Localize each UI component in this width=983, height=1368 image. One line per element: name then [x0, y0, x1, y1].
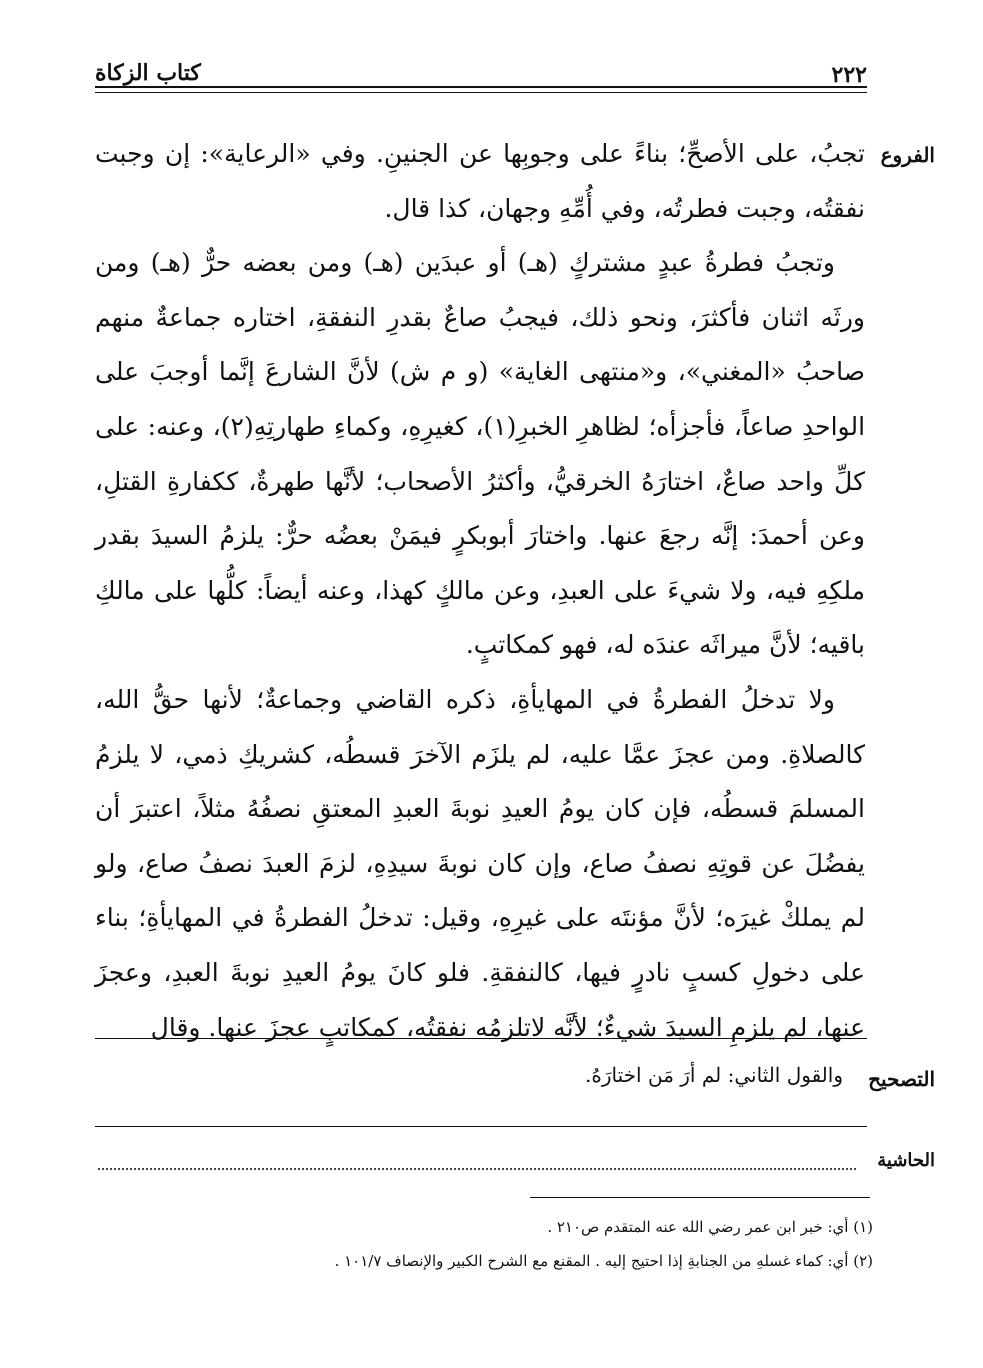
- header-rule-thin: [95, 92, 867, 93]
- tashih-divider: [95, 1126, 867, 1127]
- hashiya-margin-label: الحاشية: [877, 1150, 935, 1171]
- paragraph-2: وتجبُ فطرةُ عبدٍ مشتركٍ (هـ) أو عبدَين (هـ) ومن بعضه حرٌّ (هـ) ومن ورثَه اثنان فأكثرَ، ونحو ذلك، فيجبُ صاعٌ بقدرِ النفقةِ، اختاره جماعةٌ منهم صاحبُ «المغني»، و«منتهى الغاية» (و م ش) لأنَّ الشارعَ إنَّما أوجبَ على الواحدِ صاعاً، فأجزأه؛ لظاهرِ الخبرِ(١)، كغيرِهِ، وكماءِ طهارتِهِ(٢)، وعنه: على كلِّ واحد صاعٌ، اختارَهُ الخرقيُّ، وأكثرُ الأصحاب؛ لأنَّها طهرةٌ، ككفارةِ القتلِ، وعن أحمدَ: إنَّه رجعَ عنها. واختارَ أبوبكرٍ فيمَنْ بعضُه حرٌّ: يلزمُ السيدَ بقدر ملكِهِ فيه، ولا شيءَ على العبدِ، وعن مالكٍ كهذا، وعنه أيضاً: كلُّها على مالكِ باقيه؛ لأنَّ ميراثَه عندَه له، فهو كمكاتبٍ.: [95, 248, 866, 660]
- main-text-divider: [95, 1038, 867, 1039]
- book-title: كتاب الزكاة: [95, 60, 201, 86]
- footnote-2: (٢) أي: كماء غسلهِ من الجنابةِ إذا احتيج إليه . المقنع مع الشرح الكبير والإنصاف ١٠١/٧ .: [334, 1252, 873, 1270]
- paragraph-3: ولا تدخلُ الفطرةُ في المهايأةِ، ذكره القاضي وجماعةٌ؛ لأنها حقُّ الله، كالصلاةِ. ومن عجزَ عمَّا عليه، لم يلزَم الآخرَ قسطُه، كشريكِ ذمي، لا يلزمُ المسلمَ قسطُه، فإن كان يومُ العيدِ نوبةَ العبدِ المعتقِ نصفُهُ مثلاً، اعتبرَ أن يفضُلَ عن قوتِهِ نصفُ صاع، وإن كان نوبةَ سيدِهِ، لزمَ العبدَ نصفُ صاع، ولو لم يملكْ غيرَه؛ لأنَّ مؤنتَه على غيرِهِ، وقيل: تدخلُ الفطرةُ في المهايأةِ؛ بناء على دخولِ كسبٍ نادرٍ فيها، كالنفقةِ. فلو كانَ يومُ العيدِ نوبةَ العبدِ، وعجزَ عنها، لم يلزمِ السيدَ شيءٌ؛ لأنَّه لاتلزمُه نفقتُه، كمكاتبٍ عجزَ عنها. وقال: [95, 684, 865, 1042]
- header-rule: [95, 86, 867, 88]
- footnote-1: (١) أي: خبر ابن عمر رضي الله عنه المتقدم ص٢١٠ .: [547, 1218, 873, 1236]
- tashih-margin-label: التصحيح: [868, 1067, 935, 1091]
- footnote-divider: [530, 1197, 870, 1198]
- hashiya-dotted-line: [98, 1168, 856, 1170]
- main-text: [95, 127, 865, 1055]
- paragraph-1: تجبُ، على الأصحِّ؛ بناءً على وجوبِها عن الجنينِ. وفي «الرعاية»: إن وجبت نفقتُه، وجبت فطرتُه، وفي أُمِّهِ وجهان، كذا قال.: [95, 139, 865, 223]
- page-number: ٢٢٢: [831, 62, 867, 88]
- furu-margin-label: الفروع: [880, 143, 935, 167]
- tashih-text: والقول الثاني: لم أرَ مَن اختارَهُ.: [585, 1063, 843, 1087]
- page-header: [95, 48, 867, 98]
- footnotes: [233, 1210, 873, 1278]
